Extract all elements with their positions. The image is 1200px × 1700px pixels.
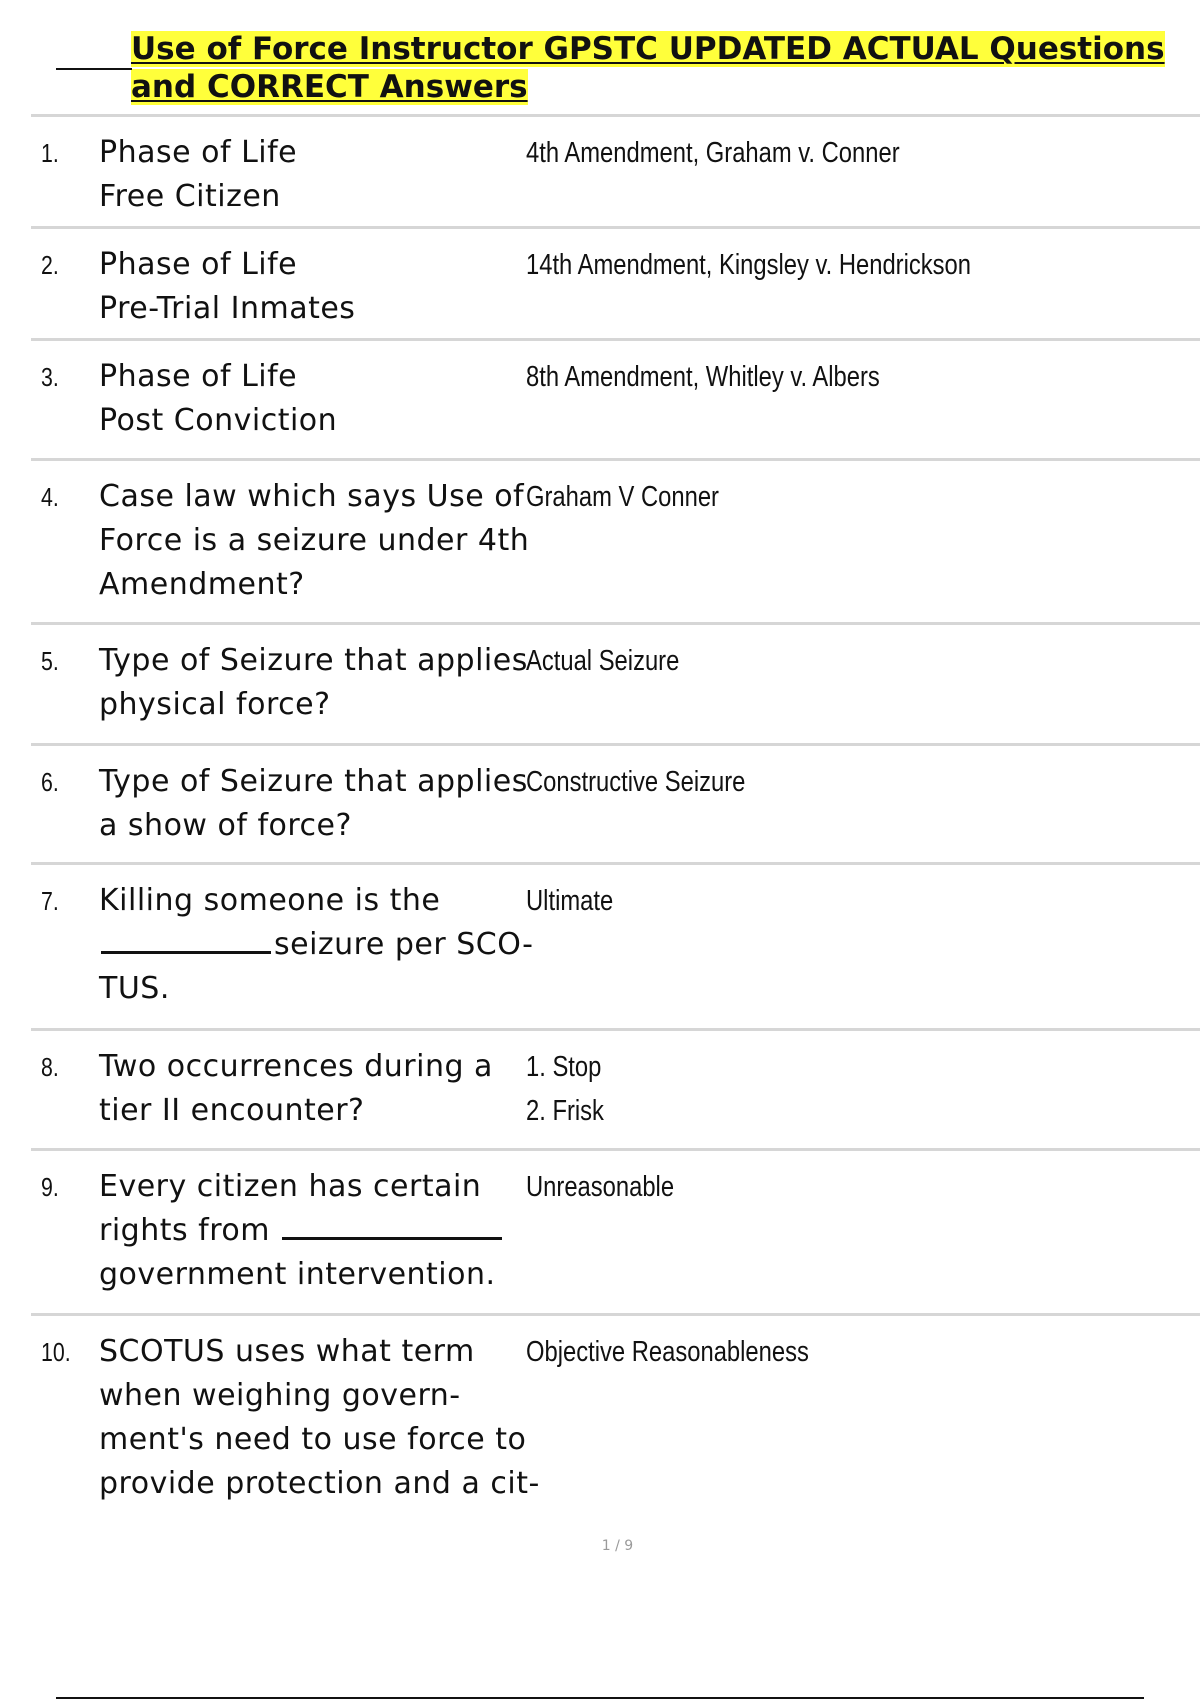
question-number: 9. [41, 1172, 59, 1202]
qa-row-4 [31, 458, 1200, 622]
page-indicator: 1 / 9 [601, 1538, 634, 1554]
question-number: 1. [41, 138, 59, 168]
question-number: 10. [41, 1337, 71, 1367]
question-number: 4. [41, 482, 59, 512]
question-number: 7. [41, 886, 59, 916]
question-text-after-blank: government intervention. [99, 1257, 496, 1292]
question-text-after-blank: seizure per SCO- TUS. [99, 927, 534, 1006]
question-text-before-blank: Every citizen has certain rights from [99, 1169, 482, 1248]
qa-table [31, 114, 1200, 1523]
document-title-text: Use of Force Instructor GPSTC UPDATED ACTUAL Questions and CORRECT Answers [131, 31, 1165, 105]
answer-text: 1. Stop 2. Frisk [526, 1051, 604, 1127]
fill-in-blank [282, 1237, 502, 1240]
qa-row-8 [31, 1028, 1200, 1148]
answer-text: Constructive Seizure [526, 766, 746, 798]
qa-row-9 [31, 1148, 1200, 1313]
qa-row-10 [31, 1313, 1200, 1523]
question-text: Phase of Life Free Citizen [99, 135, 298, 214]
title-leading-rule [56, 68, 132, 70]
answer-text: 4th Amendment, Graham v. Conner [526, 137, 900, 169]
question-text: Type of Seizure that applies physical force? [99, 643, 528, 722]
question-number: 5. [41, 646, 59, 676]
answer-text: Graham V Conner [526, 481, 719, 513]
answer-text: Unreasonable [526, 1171, 675, 1203]
question-text: SCOTUS uses what term when weighing govern- ment's need to use force to provide protection and a cit- [99, 1334, 540, 1501]
question-number: 2. [41, 250, 59, 280]
qa-row-1 [31, 114, 1200, 226]
question-text: Case law which says Use of Force is a seizure under 4th Amendment? [99, 479, 530, 602]
question-text: Phase of Life Post Conviction [99, 359, 338, 438]
question-text: Phase of Life Pre-Trial Inmates [99, 247, 356, 326]
question-text: Two occurrences during a tier II encounter? [99, 1049, 493, 1128]
document-title [131, 30, 1166, 106]
question-text-before-blank: Killing someone is the [99, 883, 441, 918]
bottom-divider [56, 1697, 1144, 1699]
qa-row-2 [31, 226, 1200, 338]
fill-in-blank [101, 951, 271, 954]
question-text [99, 879, 549, 1011]
qa-row-6 [31, 743, 1200, 862]
title-block [56, 30, 1166, 106]
answer-text: 14th Amendment, Kingsley v. Hendrickson [526, 249, 972, 281]
question-number: 6. [41, 767, 59, 797]
qa-row-7 [31, 862, 1200, 1028]
question-number: 3. [41, 362, 59, 392]
qa-row-3 [31, 338, 1200, 458]
answer-text: Ultimate [526, 885, 614, 917]
answer-text: 8th Amendment, Whitley v. Albers [526, 361, 880, 393]
question-text: Type of Seizure that applies a show of force? [99, 764, 528, 843]
qa-row-5 [31, 622, 1200, 743]
question-text [99, 1165, 549, 1297]
answer-text: Actual Seizure [526, 645, 680, 677]
question-number: 8. [41, 1052, 59, 1082]
answer-text: Objective Reasonableness [526, 1336, 809, 1368]
